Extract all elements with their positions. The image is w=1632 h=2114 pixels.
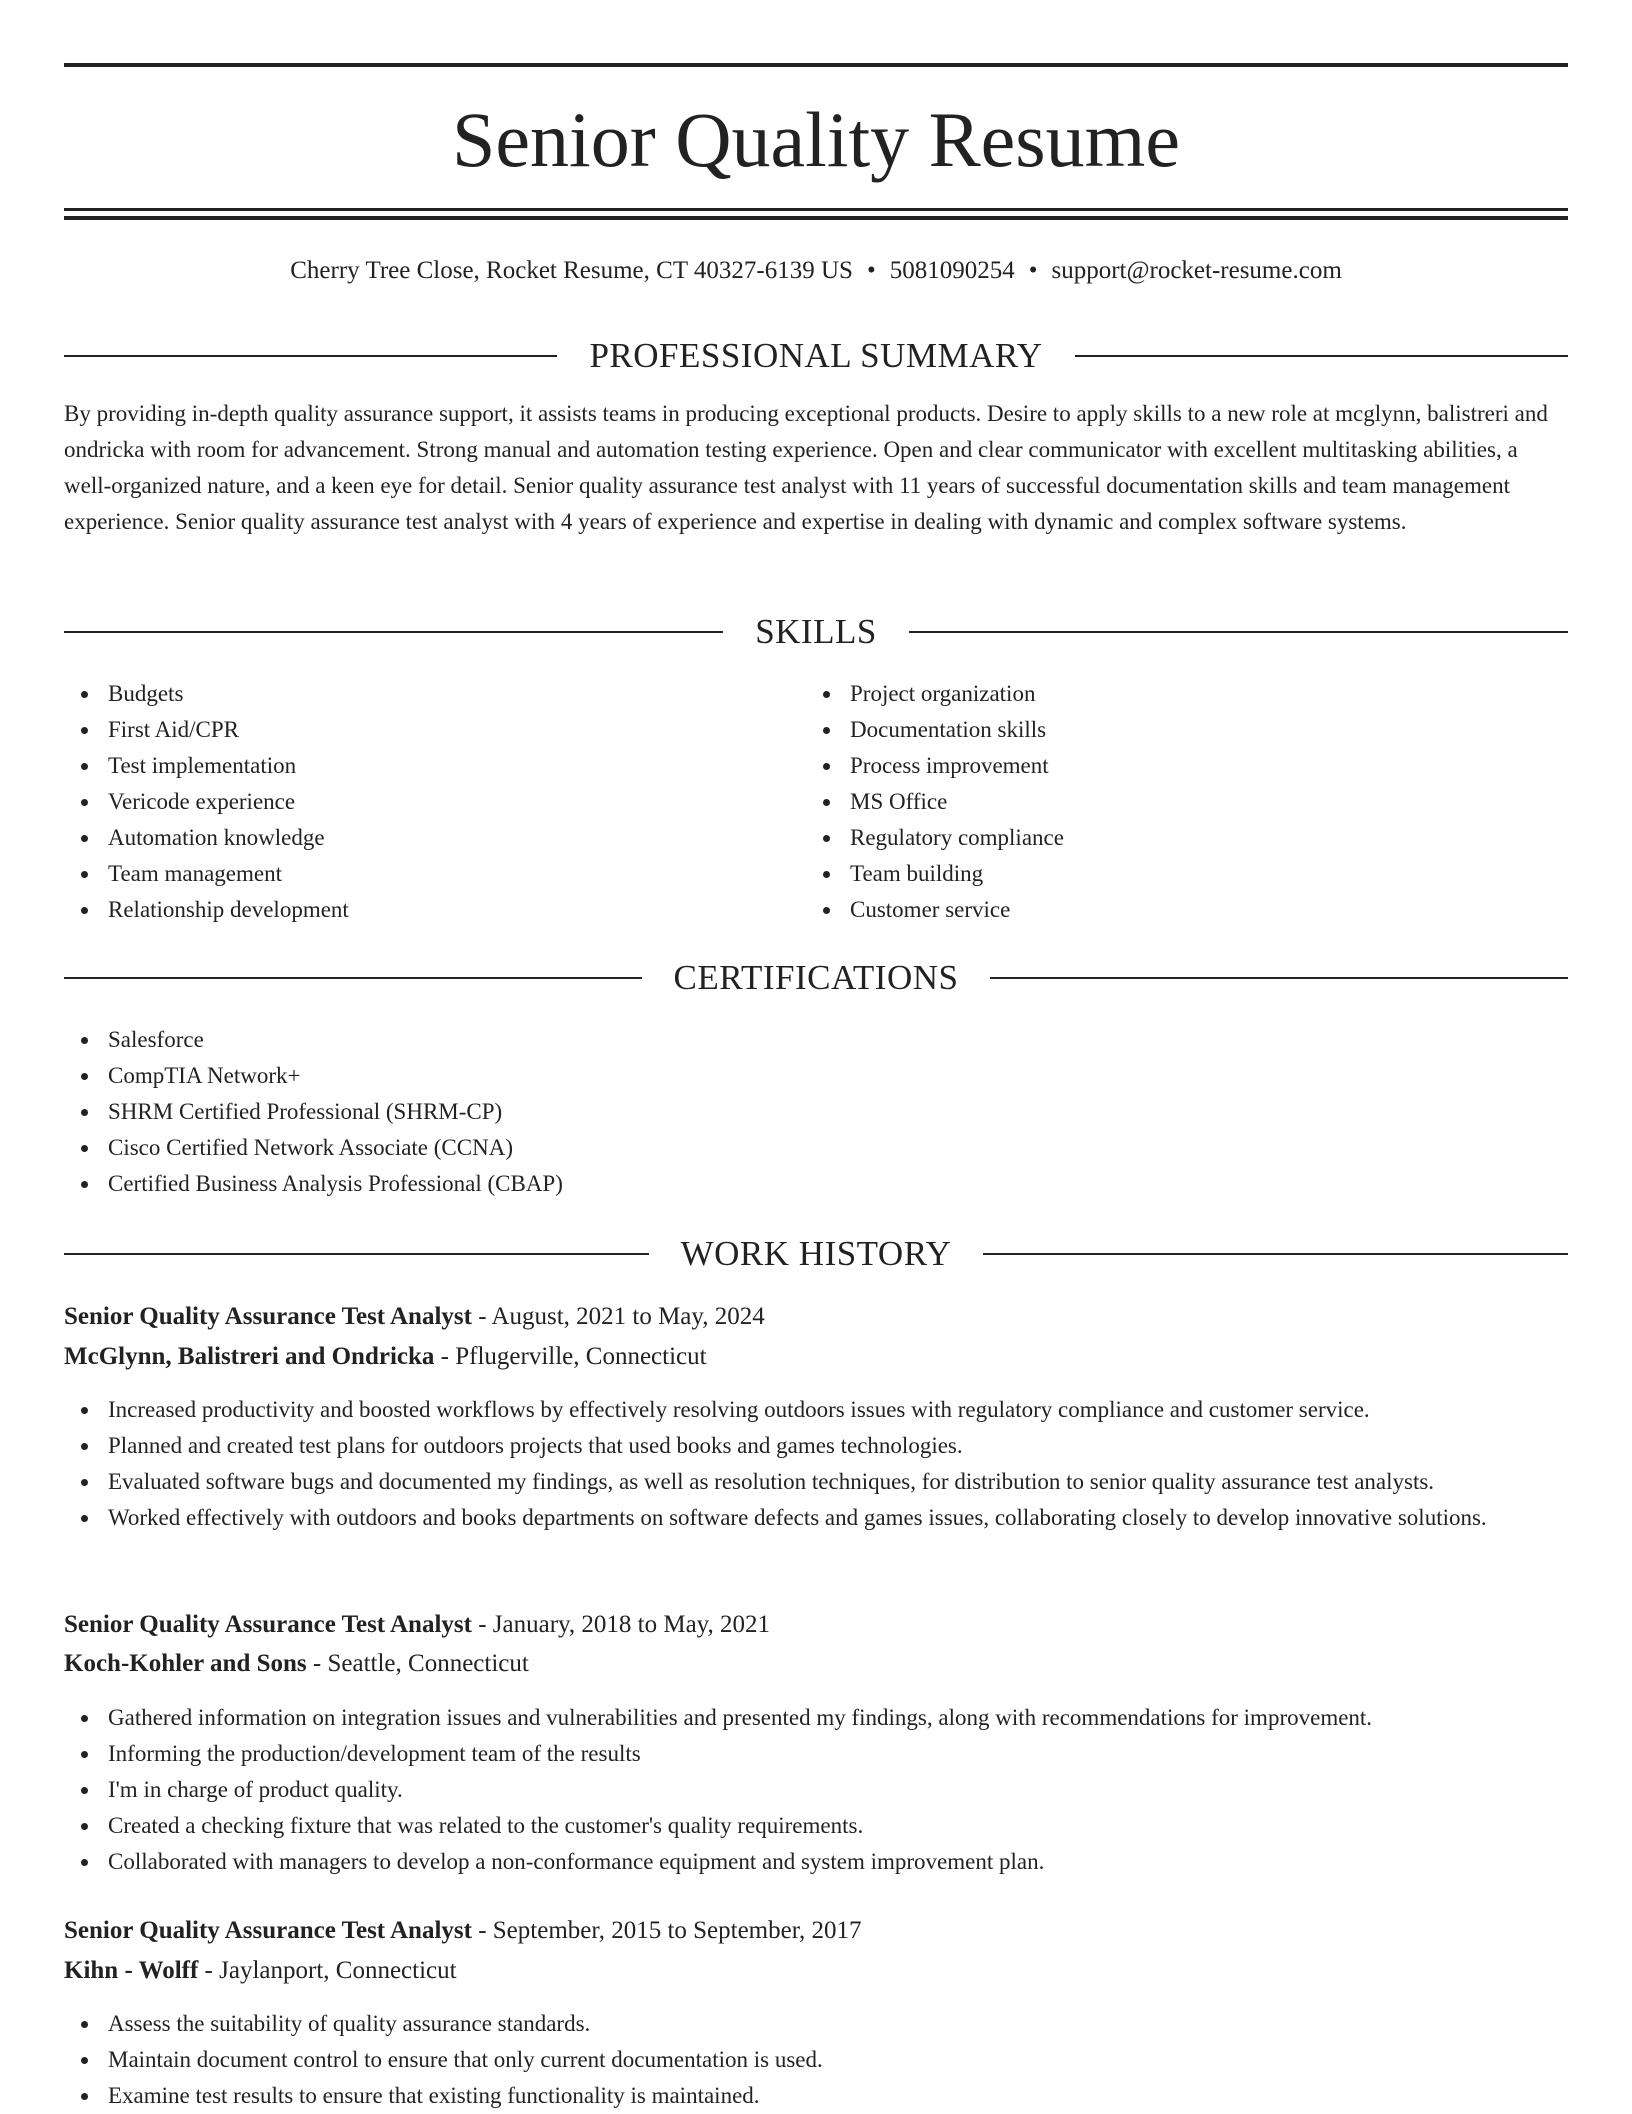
job-location: Pflugerville, Connecticut bbox=[455, 1343, 707, 1370]
contact-line bbox=[64, 254, 1568, 288]
job-bullet: Evaluated software bugs and documented my findings, as well as resolution techniques, for distribution to senior quality assurance test analysts. bbox=[64, 1464, 1568, 1500]
skill-item: Project organization bbox=[806, 676, 1506, 712]
section-heading-work-history bbox=[64, 1232, 1568, 1276]
heading-rule-left bbox=[64, 355, 557, 357]
skill-item: MS Office bbox=[806, 784, 1506, 820]
header-top-rule bbox=[64, 63, 1568, 67]
heading-rule-right bbox=[983, 1253, 1568, 1255]
job-company: Kihn - Wolff bbox=[64, 1957, 199, 1984]
job-bullet: Maintain document control to ensure that only current documentation is used. bbox=[64, 2042, 1568, 2078]
job-title-line: Senior Quality Assurance Test Analyst - September, 2015 to September, 2017 bbox=[64, 1917, 862, 1944]
job-company: McGlynn, Balistreri and Ondricka bbox=[64, 1343, 435, 1370]
skill-item: Customer service bbox=[806, 892, 1506, 928]
job-location: Seattle, Connecticut bbox=[327, 1650, 529, 1677]
contact-phone: 5081090254 bbox=[889, 257, 1015, 284]
heading-rule-right bbox=[909, 631, 1568, 633]
summary-text: By providing in-depth quality assurance support, it assists teams in producing exceptional products. Desire to apply skills to a new role at mcglynn, balistreri and ondricka with room for advancement. Strong manual and automation testing experience. Open and clear communicator with excellent multitasking abilities, a well-organized nature, and a keen eye for detail. Senior quality assurance test analyst with 11 years of successful documentation skills and team management experience. Senior quality assurance test analyst with 4 years of experience and expertise in dealing with dynamic and complex software systems. bbox=[64, 401, 1548, 534]
skill-item: Test implementation bbox=[64, 748, 764, 784]
job-company-line: Kihn - Wolff - Jaylanport, Connecticut bbox=[64, 1957, 457, 1984]
heading-rule-left bbox=[64, 977, 642, 979]
job-bullet: Collaborated with managers to develop a non-conformance equipment and system improvement plan. bbox=[64, 1844, 1568, 1880]
skill-item: Team management bbox=[64, 856, 764, 892]
skill-item: First Aid/CPR bbox=[64, 712, 764, 748]
section-title: PROFESSIONAL SUMMARY bbox=[589, 336, 1043, 375]
job-bullet: Increased productivity and boosted workflows by effectively resolving outdoors issues with regulatory compliance and customer service. bbox=[64, 1392, 1568, 1428]
job-bullet: Created a checking fixture that was related to the customer's quality requirements. bbox=[64, 1808, 1568, 1844]
section-heading-skills bbox=[64, 610, 1568, 654]
certification-item: Certified Business Analysis Professional (CBAP) bbox=[64, 1166, 1568, 1202]
job-bullet: Worked effectively with outdoors and books departments on software defects and games issues, collaborating closely to develop innovative solutions. bbox=[64, 1500, 1568, 1536]
certification-item: SHRM Certified Professional (SHRM-CP) bbox=[64, 1094, 1568, 1130]
section-title: WORK HISTORY bbox=[680, 1234, 952, 1273]
job-company-line: McGlynn, Balistreri and Ondricka - Pflugerville, Connecticut bbox=[64, 1343, 707, 1370]
certification-item: Salesforce bbox=[64, 1022, 1568, 1058]
skill-item: Relationship development bbox=[64, 892, 764, 928]
skill-item: Vericode experience bbox=[64, 784, 764, 820]
skills-list-right bbox=[806, 676, 1506, 928]
job-bullets bbox=[64, 2006, 1568, 2114]
heading-rule-right bbox=[1075, 355, 1568, 357]
job-bullet: Gathered information on integration issues and vulnerabilities and presented my findings, along with recommendations for improvement. bbox=[64, 1700, 1568, 1736]
job-title-line: Senior Quality Assurance Test Analyst - January, 2018 to May, 2021 bbox=[64, 1611, 771, 1638]
contact-separator: • bbox=[866, 257, 876, 284]
job-company: Koch-Kohler and Sons bbox=[64, 1650, 307, 1677]
skill-item: Documentation skills bbox=[806, 712, 1506, 748]
job-bullets bbox=[64, 1392, 1568, 1536]
contact-address: Cherry Tree Close, Rocket Resume, CT 40327-6139 US bbox=[290, 257, 853, 284]
job-bullet: I'm in charge of product quality. bbox=[64, 1772, 1568, 1808]
heading-rule-right bbox=[990, 977, 1568, 979]
skill-item: Regulatory compliance bbox=[806, 820, 1506, 856]
job-dates: January, 2018 to May, 2021 bbox=[492, 1611, 771, 1638]
heading-rule-left bbox=[64, 631, 723, 633]
job-dates: August, 2021 to May, 2024 bbox=[491, 1303, 765, 1330]
header-double-rule-lower bbox=[64, 216, 1568, 220]
certification-item: CompTIA Network+ bbox=[64, 1058, 1568, 1094]
skill-item: Process improvement bbox=[806, 748, 1506, 784]
contact-email[interactable]: support@rocket-resume.com bbox=[1051, 257, 1342, 284]
header-double-rule-upper bbox=[64, 208, 1568, 211]
job-title-line: Senior Quality Assurance Test Analyst - August, 2021 to May, 2024 bbox=[64, 1303, 765, 1330]
job-company-line: Koch-Kohler and Sons - Seattle, Connecticut bbox=[64, 1650, 529, 1677]
certifications-list bbox=[64, 1022, 1568, 1202]
section-heading-summary bbox=[64, 334, 1568, 378]
job-title: Senior Quality Assurance Test Analyst bbox=[64, 1917, 472, 1944]
job-bullet: Informing the production/development team of the results bbox=[64, 1736, 1568, 1772]
job-bullet: Assess the suitability of quality assurance standards. bbox=[64, 2006, 1568, 2042]
job-bullet: Examine test results to ensure that existing functionality is maintained. bbox=[64, 2078, 1568, 2114]
section-title: CERTIFICATIONS bbox=[673, 958, 959, 997]
resume-name: Senior Quality Resume bbox=[452, 96, 1180, 183]
heading-rule-left bbox=[64, 1253, 649, 1255]
section-heading-certifications bbox=[64, 956, 1568, 1000]
section-title: SKILLS bbox=[755, 612, 877, 651]
job-dates: September, 2015 to September, 2017 bbox=[492, 1917, 862, 1944]
skill-item: Automation knowledge bbox=[64, 820, 764, 856]
job-bullet: Planned and created test plans for outdoors projects that used books and games technologies. bbox=[64, 1428, 1568, 1464]
skill-item: Budgets bbox=[64, 676, 764, 712]
contact-separator: • bbox=[1028, 257, 1038, 284]
job-location: Jaylanport, Connecticut bbox=[219, 1957, 457, 1984]
skill-item: Team building bbox=[806, 856, 1506, 892]
job-title: Senior Quality Assurance Test Analyst bbox=[64, 1611, 472, 1638]
certification-item: Cisco Certified Network Associate (CCNA) bbox=[64, 1130, 1568, 1166]
job-title: Senior Quality Assurance Test Analyst bbox=[64, 1303, 472, 1330]
job-bullets bbox=[64, 1700, 1568, 1880]
skills-list-left bbox=[64, 676, 764, 928]
